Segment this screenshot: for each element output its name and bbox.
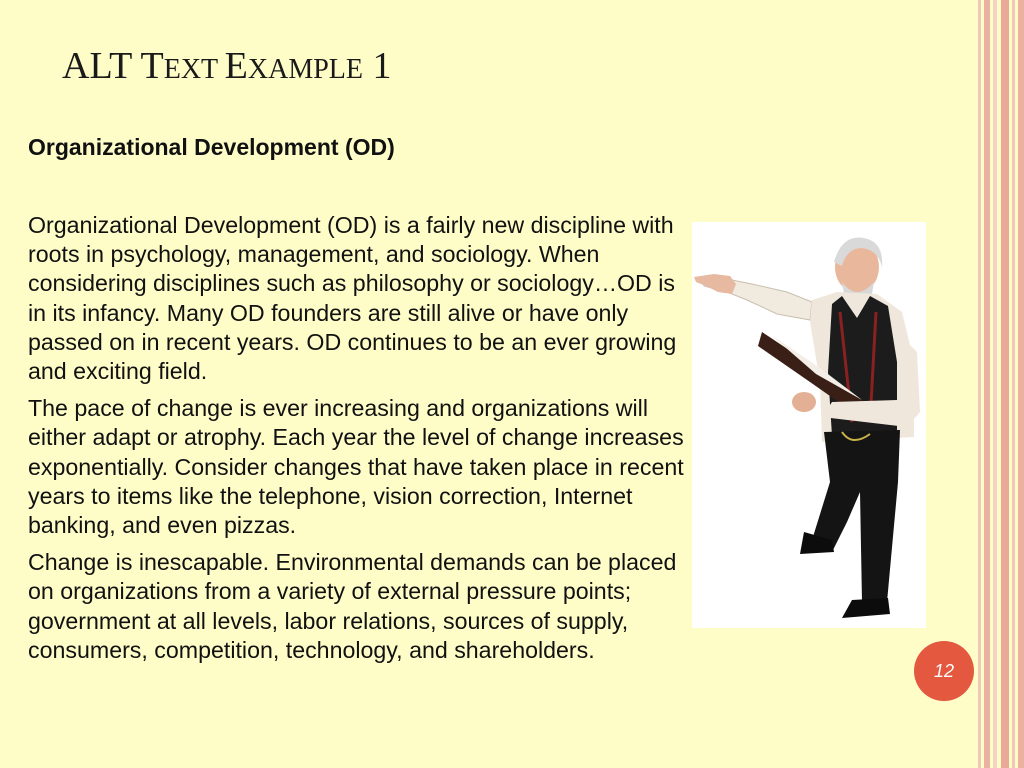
page-number-badge: 12 bbox=[914, 641, 974, 701]
body-text bbox=[28, 211, 688, 673]
man-pointing-holding-book-photo bbox=[692, 222, 926, 628]
paragraph: Organizational Development (OD) is a fairly new discipline with roots in psychology, management, and sociology. When considering disciplines such as philosophy or sociology…OD is in its infancy. Many OD founders are still alive or have only passed on in recent years. OD continues to be an ever growing and exciting field. bbox=[28, 212, 677, 385]
title-part: XAMPLE bbox=[247, 54, 363, 85]
paragraph: Change is inescapable. Environmental demands can be placed on organizations from a variety of external pressure points; government at all levels, labor relations, sources of supply, consumers, competition, technology, and shareholders. bbox=[28, 549, 677, 663]
title-part: EXT bbox=[163, 54, 225, 85]
title-part: E bbox=[224, 45, 248, 87]
slide-subtitle: Organizational Development (OD) bbox=[28, 134, 395, 160]
title-part: 1 bbox=[363, 45, 392, 87]
paragraph: The pace of change is ever increasing and organizations will either adapt or atrophy. Each year the level of change increases exponentially. Consider changes that have taken place in recent years to items like the telephone, vision correction, Internet banking, and even pizzas. bbox=[28, 395, 684, 539]
slide-title bbox=[62, 44, 392, 88]
decorative-stripes bbox=[978, 0, 1024, 768]
title-part: T bbox=[140, 45, 164, 87]
title-part: ALT bbox=[62, 45, 141, 87]
man-pointing-photo bbox=[692, 222, 926, 628]
